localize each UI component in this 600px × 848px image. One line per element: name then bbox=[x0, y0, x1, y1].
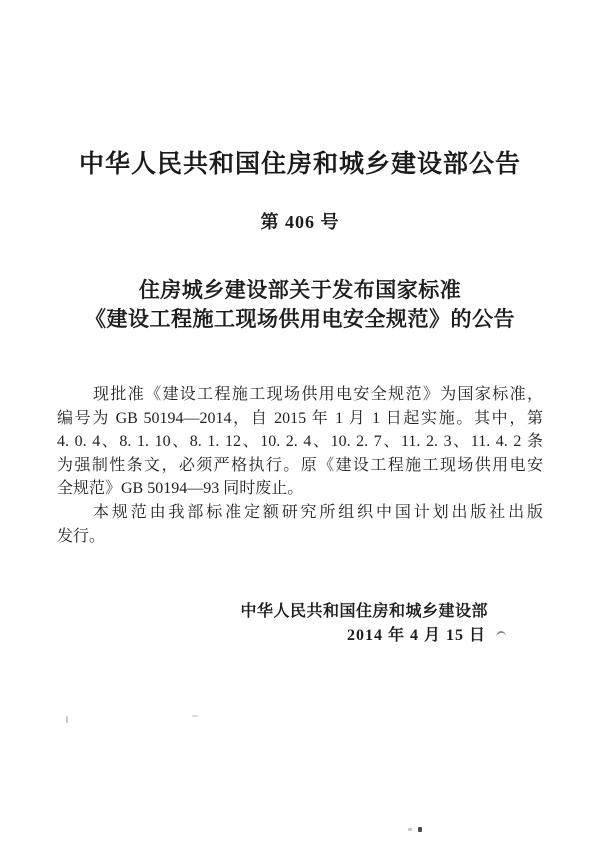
scan-artifact-speck-faint-mid bbox=[192, 715, 198, 717]
announcement-body bbox=[57, 383, 543, 548]
paragraph-1-line-2: 编号为 GB 50194—2014，自 2015 年 1 月 1 日起实施。其中，第 bbox=[57, 409, 543, 427]
subtitle-line-2: 《建设工程施工现场供用电安全规范》的公告 bbox=[85, 307, 515, 331]
subtitle-line-1: 住房城乡建设部关于发布国家标准 bbox=[138, 278, 462, 302]
paragraph-1-line-5: 全规范》GB 50194—93 同时废止。 bbox=[57, 480, 304, 498]
scan-artifact-speck-light bbox=[408, 828, 412, 831]
announcement-title: 中华人民共和国住房和城乡建设部公告 bbox=[78, 150, 521, 178]
issue-date: 2014 年 4 月 15 日 bbox=[346, 627, 486, 644]
paragraph-1-line-4: 为强制性条文，必须严格执行。原《建设工程施工现场供用电安 bbox=[57, 456, 543, 474]
scan-artifact-speck-dark bbox=[418, 827, 422, 832]
issuer-signature: 中华人民共和国住房和城乡建设部 bbox=[240, 603, 488, 620]
paragraph-1-line-3: 4. 0. 4、8. 1. 10、8. 1. 12、10. 2. 4、10. 2. 7、11. 2. 3、11. 4. 2 条 bbox=[57, 433, 543, 451]
document-number: 第 406 号 bbox=[260, 212, 340, 232]
paragraph-2-line-1: 本规范由我部标准定额研究所组织中国计划出版社出版 bbox=[93, 503, 543, 521]
announcement-subtitle bbox=[0, 276, 600, 334]
paragraph-1-line-1: 现批准《建设工程施工现场供用电安全规范》为国家标准， bbox=[93, 386, 543, 403]
paragraph-2-line-2: 发行。 bbox=[57, 527, 106, 545]
scan-artifact-tick bbox=[496, 630, 507, 637]
scan-artifact-speck-faint-left bbox=[66, 716, 68, 723]
